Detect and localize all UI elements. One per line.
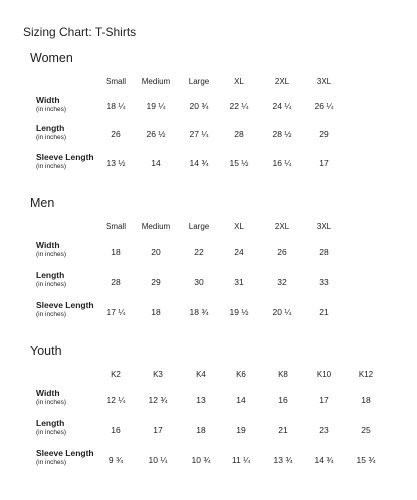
row-label-sleeve-length xyxy=(36,301,94,318)
row-label-sleeve-length xyxy=(36,153,94,170)
section-title-men: Men xyxy=(30,196,55,210)
table-cell: 24 ¼ xyxy=(272,101,292,111)
row-label-main: Sleeve Length xyxy=(36,300,94,310)
table-cell: 22 ¼ xyxy=(229,101,249,111)
table-cell: 21 xyxy=(319,307,329,317)
table-cell: 26 xyxy=(277,247,287,257)
table-cell: 10 ¾ xyxy=(191,455,211,465)
row-label-width xyxy=(36,389,66,406)
table-cell: 9 ¾ xyxy=(108,455,124,465)
table-cell: 28 xyxy=(111,277,121,287)
column-header: Medium xyxy=(141,222,171,231)
column-header: K6 xyxy=(236,370,246,379)
table-cell: 24 xyxy=(234,247,244,257)
row-label-unit: (in inches) xyxy=(36,250,66,258)
row-label-main: Sleeve Length xyxy=(36,152,94,162)
row-label-main: Length xyxy=(36,270,65,280)
table-cell: 17 ¼ xyxy=(106,307,126,317)
table-cell: 12 ¾ xyxy=(148,395,168,405)
table-cell: 14 xyxy=(151,158,161,168)
column-header: K4 xyxy=(196,370,206,379)
section-title-youth: Youth xyxy=(30,344,62,358)
table-cell: 14 ¾ xyxy=(189,158,209,168)
table-cell: 28 xyxy=(234,129,244,139)
row-label-unit: (in inches) xyxy=(36,310,66,318)
table-cell: 18 ¼ xyxy=(106,101,126,111)
row-label-main: Width xyxy=(36,388,60,398)
table-cell: 26 ½ xyxy=(146,129,166,139)
column-header: Large xyxy=(188,77,210,86)
table-cell: 16 ¼ xyxy=(272,158,292,168)
table-cell: 16 xyxy=(278,395,288,405)
table-cell: 31 xyxy=(234,277,244,287)
table-cell: 18 xyxy=(196,425,206,435)
row-label-sleeve-length xyxy=(36,449,94,466)
table-cell: 20 ¼ xyxy=(272,307,292,317)
row-label-unit: (in inches) xyxy=(36,458,66,466)
table-cell: 29 xyxy=(151,277,161,287)
table-cell: 30 xyxy=(194,277,204,287)
column-header: K12 xyxy=(358,370,374,379)
table-cell: 25 xyxy=(361,425,371,435)
table-cell: 18 ¾ xyxy=(189,307,209,317)
row-label-unit: (in inches) xyxy=(36,428,66,436)
column-header: K10 xyxy=(316,370,332,379)
column-header: 2XL xyxy=(274,222,290,231)
table-cell: 17 xyxy=(153,425,163,435)
table-cell: 26 xyxy=(111,129,121,139)
column-header: Small xyxy=(105,222,126,231)
column-header: Small xyxy=(105,77,126,86)
table-cell: 27 ¼ xyxy=(189,129,209,139)
table-cell: 15 ¾ xyxy=(356,455,376,465)
row-label-length xyxy=(36,124,66,141)
row-label-main: Length xyxy=(36,123,65,133)
column-header: K3 xyxy=(153,370,163,379)
column-header: Large xyxy=(188,222,210,231)
table-cell: 28 xyxy=(319,247,329,257)
row-label-unit: (in inches) xyxy=(36,398,66,406)
table-cell: 12 ¼ xyxy=(106,395,126,405)
section-title-women: Women xyxy=(30,51,73,65)
row-label-width xyxy=(36,96,66,113)
table-cell: 10 ¼ xyxy=(148,455,168,465)
table-cell: 19 ½ xyxy=(229,307,249,317)
row-label-unit: (in inches) xyxy=(36,162,66,170)
table-cell: 26 ¼ xyxy=(314,101,334,111)
column-header: 2XL xyxy=(274,77,290,86)
table-cell: 13 ¾ xyxy=(273,455,293,465)
table-cell: 20 ¾ xyxy=(189,101,209,111)
table-cell: 23 xyxy=(319,425,329,435)
table-cell: 33 xyxy=(319,277,329,287)
column-header: Medium xyxy=(141,77,171,86)
table-cell: 22 xyxy=(194,247,204,257)
table-cell: 19 xyxy=(236,425,246,435)
table-cell: 18 xyxy=(361,395,371,405)
column-header: 3XL xyxy=(316,77,332,86)
table-cell: 18 xyxy=(111,247,121,257)
table-cell: 18 xyxy=(151,307,161,317)
row-label-unit: (in inches) xyxy=(36,105,66,113)
table-cell: 17 xyxy=(319,395,329,405)
table-cell: 29 xyxy=(319,129,329,139)
table-cell: 11 ¼ xyxy=(231,455,251,465)
table-cell: 28 ½ xyxy=(272,129,292,139)
table-cell: 17 xyxy=(319,158,329,168)
row-label-main: Length xyxy=(36,418,65,428)
row-label-length xyxy=(36,419,66,436)
column-header: XL xyxy=(234,222,244,231)
row-label-unit: (in inches) xyxy=(36,280,66,288)
column-header: XL xyxy=(234,77,244,86)
table-cell: 32 xyxy=(277,277,287,287)
table-cell: 16 xyxy=(111,425,121,435)
table-cell: 19 ¼ xyxy=(146,101,166,111)
table-cell: 14 ¾ xyxy=(314,455,334,465)
table-cell: 14 xyxy=(236,395,246,405)
row-label-unit: (in inches) xyxy=(36,133,66,141)
table-cell: 13 ½ xyxy=(106,158,126,168)
page-title: Sizing Chart: T-Shirts xyxy=(23,25,137,39)
column-header: 3XL xyxy=(316,222,332,231)
table-cell: 21 xyxy=(278,425,288,435)
table-cell: 13 xyxy=(196,395,206,405)
row-label-main: Sleeve Length xyxy=(36,448,94,458)
row-label-length xyxy=(36,271,66,288)
column-header: K8 xyxy=(278,370,288,379)
table-cell: 15 ½ xyxy=(229,158,249,168)
table-cell: 20 xyxy=(151,247,161,257)
row-label-main: Width xyxy=(36,240,60,250)
column-header: K2 xyxy=(111,370,121,379)
row-label-width xyxy=(36,241,66,258)
row-label-main: Width xyxy=(36,95,60,105)
